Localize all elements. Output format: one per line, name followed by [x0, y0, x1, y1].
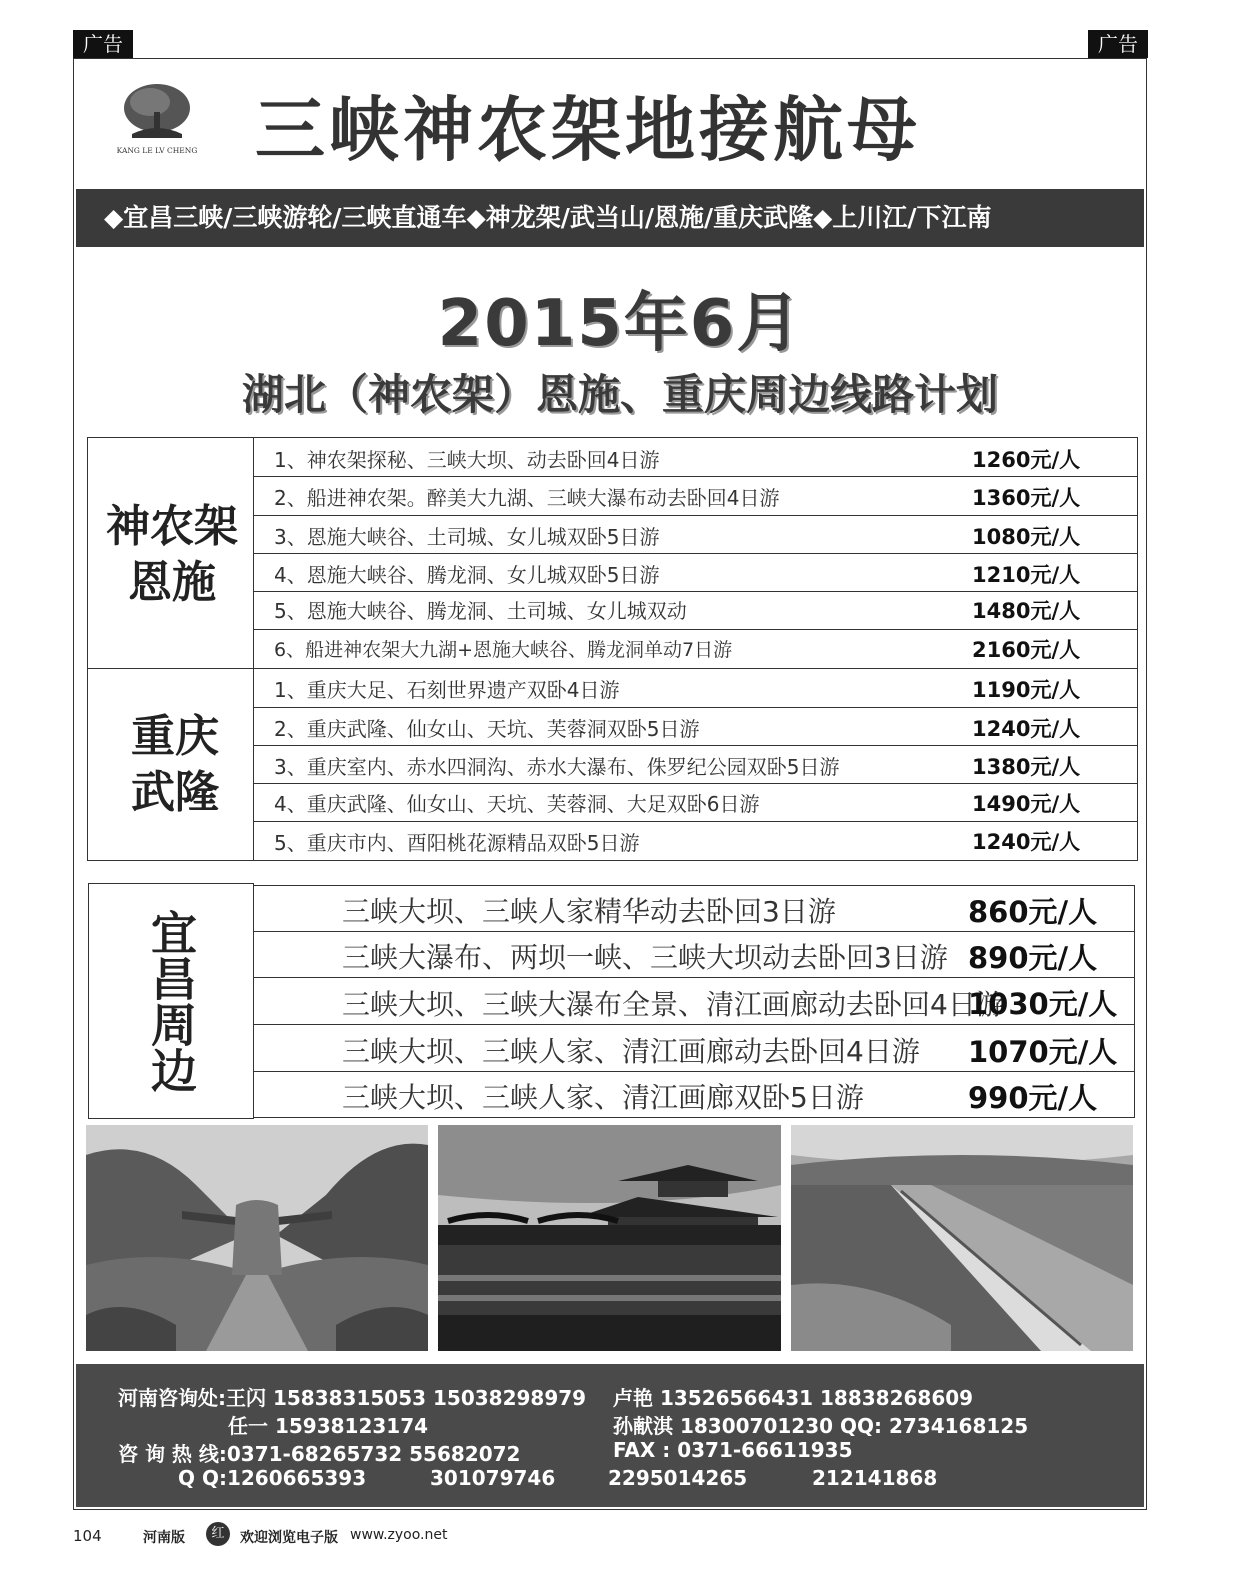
contact-hotline: 咨 询 热 线:0371-68265732 55682072: [118, 1442, 521, 1466]
route-price: 1260元/人: [972, 448, 1081, 472]
group-chongqing-label: [89, 700, 261, 830]
table-row: [253, 629, 1138, 669]
footer-slogan: 欢迎浏览电子版: [240, 1530, 338, 1546]
route-name: 1、神农架探秘、三峡大坝、动去卧回4日游: [274, 448, 660, 472]
route-price: 860元/人: [968, 895, 1098, 929]
route-name: 5、恩施大峡谷、腾龙洞、土司城、女儿城双动: [274, 599, 687, 623]
contact-fax: FAX : 0371-66611935: [613, 1438, 853, 1462]
table-row: [253, 821, 1138, 861]
route-price: 1480元/人: [972, 599, 1081, 623]
route-name: 2、船进神农架。醉美大九湖、三峡大瀑布动去卧回4日游: [274, 486, 780, 510]
table-row: [253, 931, 1135, 978]
route-price: 1240元/人: [972, 830, 1081, 854]
group-label-line2: 恩施: [128, 557, 216, 608]
edition-badge: 红: [206, 1522, 230, 1546]
main-title: 三峡神农架地接航母: [255, 89, 921, 171]
contact-qq-4: 212141868: [812, 1466, 938, 1490]
table-row: [253, 783, 1138, 822]
table-row: [253, 591, 1138, 630]
table-row: [253, 707, 1138, 746]
table-row: [253, 1071, 1135, 1118]
footer-url[interactable]: www.zyoo.net: [350, 1527, 448, 1543]
table-row: [253, 977, 1135, 1025]
edition-label: 河南版: [143, 1530, 185, 1546]
route-name: 3、恩施大峡谷、土司城、女儿城双卧5日游: [274, 525, 660, 549]
route-price: 1490元/人: [972, 792, 1081, 816]
route-price: 1190元/人: [972, 678, 1081, 702]
contact-sunxianqi: 孙献淇 18300701230 QQ: 2734168125: [613, 1414, 1029, 1438]
route-price: 1030元/人: [968, 987, 1118, 1021]
route-name: 三峡大坝、三峡大瀑布全景、清江画廊动去卧回4日游: [342, 988, 1004, 1021]
group-label-line1: 神农架: [106, 501, 238, 552]
page-number: 104: [73, 1527, 102, 1545]
table-row: [253, 515, 1138, 554]
contact-henan-1: 河南咨询处:王闪 15838315053 15038298979: [118, 1386, 587, 1410]
date-title: 2015年6月: [437, 287, 803, 361]
route-name: 4、重庆武隆、仙女山、天坑、芙蓉洞、大足双卧6日游: [274, 792, 760, 816]
photo-three-gorges-dam: [791, 1125, 1133, 1351]
table-row: [253, 437, 1138, 477]
route-name: 三峡大坝、三峡人家精华动去卧回3日游: [342, 895, 836, 928]
svg-text:KANG LE LV CHENG: KANG LE LV CHENG: [116, 146, 198, 155]
group-label-line1: 重庆: [131, 711, 219, 762]
table-row: [253, 885, 1135, 932]
route-name: 1、重庆大足、石刻世界遗产双卧4日游: [274, 678, 620, 702]
route-price: 1210元/人: [972, 563, 1081, 587]
table-row: [253, 668, 1138, 708]
route-name: 4、恩施大峡谷、腾龙洞、女儿城双卧5日游: [274, 563, 660, 587]
contact-luyan: 卢艳 13526566431 18838268609: [613, 1386, 974, 1410]
photo-shennong-statue: [86, 1125, 428, 1351]
destinations-bar: ◆宜昌三峡/三峡游轮/三峡直通车◆神龙架/武当山/恩施/重庆武隆◆上川江/下江南: [76, 189, 1144, 247]
group-label-line2: 武隆: [131, 767, 219, 818]
route-name: 6、船进神农架大九湖+恩施大峡谷、腾龙洞单动7日游: [274, 639, 733, 661]
route-name: 三峡大坝、三峡人家、清江画廊动去卧回4日游: [342, 1035, 920, 1068]
route-name: 2、重庆武隆、仙女山、天坑、芙蓉洞双卧5日游: [274, 717, 700, 741]
route-price: 990元/人: [968, 1081, 1098, 1115]
table-row: [253, 553, 1138, 592]
table-row: [253, 1024, 1135, 1072]
route-price: 1070元/人: [968, 1035, 1118, 1069]
route-price: 1380元/人: [972, 755, 1081, 779]
contact-qq-2: 301079746: [430, 1466, 556, 1490]
route-price: 1080元/人: [972, 525, 1081, 549]
route-name: 三峡大坝、三峡人家、清江画廊双卧5日游: [342, 1081, 864, 1114]
route-price: 2160元/人: [972, 638, 1081, 662]
route-name: 5、重庆市内、酉阳桃花源精品双卧5日游: [274, 831, 640, 855]
plan-subtitle: 湖北（神农架）恩施、重庆周边线路计划: [241, 370, 998, 419]
company-logo: [110, 78, 205, 158]
photo-tujia-tower: [438, 1125, 781, 1351]
route-name: 三峡大瀑布、两坝一峡、三峡大坝动去卧回3日游: [342, 941, 948, 974]
route-price: 890元/人: [968, 941, 1098, 975]
table-row: [253, 476, 1138, 516]
route-name: 3、重庆室内、赤水四洞沟、赤水大瀑布、侏罗纪公园双卧5日游: [274, 755, 840, 779]
ad-label-right: 广告: [1088, 30, 1148, 58]
table-row: [253, 745, 1138, 784]
contact-qq-1: Q Q:1260665393: [178, 1466, 367, 1490]
contact-renyi: 任一 15938123174: [228, 1414, 429, 1438]
group-shennongjia-label: [89, 470, 255, 640]
contact-panel: [76, 1364, 1144, 1507]
group-yichang-label: 宜昌周边: [144, 909, 198, 1093]
route-price: 1360元/人: [972, 486, 1081, 510]
ad-label-left: 广告: [73, 30, 133, 58]
route-price: 1240元/人: [972, 717, 1081, 741]
contact-qq-3: 2295014265: [608, 1466, 748, 1490]
